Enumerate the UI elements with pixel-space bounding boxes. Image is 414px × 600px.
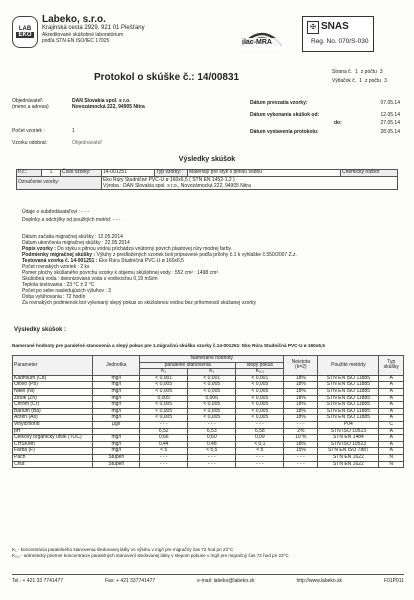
col-measured: Namerané hodnoty (140, 356, 284, 363)
k1b-cell: < 5,5 (188, 448, 236, 455)
k01-cell: - - - (236, 454, 284, 461)
method-cell: STN EN ISO 11885 (318, 402, 379, 409)
ilac-mra-logo (238, 20, 286, 54)
procedure-block (22, 234, 402, 306)
type-cell: A (379, 402, 404, 409)
method-cell: STN EN ISO 7887 (318, 448, 379, 455)
k1-cell: - - - (140, 421, 188, 428)
sample-mark-label: Označenie vzorky: (17, 176, 102, 189)
param-cell: Arzén (As) (13, 415, 93, 422)
copy-total: 3 (384, 78, 387, 84)
k1-cell: < 5 (140, 448, 188, 455)
k1b-cell: < 0,005 (188, 408, 236, 415)
col-parameter: Parameter (13, 356, 93, 376)
uncertainty-cell: 18% (284, 388, 318, 395)
k1-cell: < 0,001 (140, 375, 188, 382)
start-date-line: Dátum začatia migračnej skúšky : 12.05.2014 (22, 234, 123, 240)
method-cell: P04 (318, 421, 379, 428)
footer-fax: Fax: + 421 337741477 (105, 578, 156, 584)
sample-mark (102, 176, 398, 189)
ilac-text: ilac-MRA (242, 39, 272, 46)
sample-row (17, 170, 398, 177)
labeko-logo (12, 16, 38, 48)
proc-line: Teplota testovania : 23 °C ± 2 °C (22, 282, 95, 288)
client-label-sub: (meno a adresa) (12, 104, 49, 110)
method-cell: STN EN 1484 (318, 435, 379, 442)
k1-cell: 6,52 (140, 428, 188, 435)
company-address: Krajinská cesta 2929, 921 01 Piešťany (42, 25, 145, 31)
client-address: Novozámocká 222, 94905 Nitra (72, 104, 145, 110)
unit-cell: mg/l (93, 415, 140, 422)
deviations-line: Doplnky a odchýlky od použitých metód: - - - (22, 217, 121, 223)
method-cell: STN EN ISO 11885 (318, 388, 379, 395)
method-cell: STN EN ISO 11885 (318, 415, 379, 422)
k1-cell: < 0,005 (140, 415, 188, 422)
date-value: 28.05.14 (380, 129, 400, 135)
cond-value: Výluhy z predložených vzoriek boli pripravené podľa prílohy č.1 k vyhláške č.550/2007 Z.z. (96, 252, 297, 258)
k1b-cell: < 0,005 (188, 388, 236, 395)
table-row (13, 461, 404, 468)
note-k01: K₀,₁ - aritmetický priemer koncentrácie paralelných stanovení sledovanej látky v slepom pokuse v mg/l pre migračný čas 72 hod pri 23°C (12, 553, 289, 558)
samples-label: Počet vzoriek : (12, 128, 45, 134)
snas-title: SNAS (321, 21, 349, 32)
snas-reg: Reg. No. 070/S-030 (311, 38, 369, 45)
method-cell: STN EN ISO 11885 (318, 395, 379, 402)
uncertainty-cell: - - - (284, 421, 318, 428)
method-cell: STN ISO 10523 (318, 441, 379, 448)
type-cell: A (379, 441, 404, 448)
type-cell: A (379, 408, 404, 415)
col-parallel: paralelné stanovenia (140, 362, 236, 369)
sample-mark-line1: Eko Rúry Studničné PVC-U ø 160x6,5 ( STN EN 1452-1,2 ) (103, 176, 235, 183)
type-cell: A (379, 375, 404, 382)
date-value: 07.05.14 (380, 100, 400, 106)
uncertainty-cell: 10 % (284, 435, 318, 442)
date-row (250, 129, 400, 137)
page-count-row (332, 69, 404, 75)
k1-cell: < 0,005 (140, 408, 188, 415)
k1b-cell: 0,006 (188, 395, 236, 402)
sample-num-value: 14-001251 (102, 170, 155, 177)
unit-cell: mg/l (93, 435, 140, 442)
uncertainty-cell: 18% (284, 402, 318, 409)
uncertainty-cell: 15% (284, 448, 318, 455)
k1b-cell: 0,48 (188, 441, 236, 448)
note-k1: K₁ - koncentrácia paralelného stanovenia sledovanej látky vo výluhu v mg/l pre migračný čas 72 hod pri 23°C (12, 547, 234, 552)
accreditation-text: Akreditované skúšobné laboratórium (42, 32, 124, 38)
date-value: 12.05.14 (380, 112, 400, 118)
unit-cell: mg/l (93, 395, 140, 402)
param-cell: pH (13, 428, 93, 435)
uncertainty-cell: 18% (284, 415, 318, 422)
copy-count-row (332, 78, 404, 84)
desc-label: Popis vzorky : (22, 246, 56, 252)
k1b-cell: < 0,005 (188, 382, 236, 389)
k01-cell: < 5 (236, 448, 284, 455)
sample-type-label: Typ vzorky: (155, 170, 188, 177)
unit-cell: mg/l (93, 382, 140, 389)
k1b-cell: 0,60 (188, 435, 236, 442)
cond-label: Podmienky migračnej skúšky : (22, 252, 96, 258)
k1-cell: < 0,005 (140, 402, 188, 409)
method-cell: STN EN ISO 11885 (318, 408, 379, 415)
unit-cell: mg/l (93, 408, 140, 415)
k1b-cell: - - - (188, 461, 236, 468)
pc-value: 1 (42, 170, 61, 177)
measured-title: Namerané hodnoty pre paralelné stanovenia a slepý pokus pre 1.migračnú skúšku vzorky č.14-001251: Eko Rúra Studničná PVC-U ø 160x6,5 (12, 343, 325, 348)
k01-cell: < 0,1 (236, 441, 284, 448)
proc-line: Pomer plochy skúšaného povrchu vzorky k objemu skúšobnej vody : 552 cm² : 1498 cm³ (22, 270, 218, 276)
param-cell: Celkový organický uhlík (TOC) (13, 435, 93, 442)
copy-value: 1 (359, 78, 362, 84)
k01-cell: 6,58 (236, 428, 284, 435)
proc-line: Skúšobná voda : deionizovaná voda s vodivosťou 0,19 mS/m (22, 276, 158, 282)
col-k1b: K₁ (188, 369, 236, 376)
col-unit: Jednotka (93, 356, 140, 376)
client-labels (12, 98, 49, 110)
copy-of: z počtu (364, 78, 382, 84)
k1b-cell: < 0,005 (188, 402, 236, 409)
subcontractor-line: Údaje o subdodávateľovi : - - - (22, 209, 90, 215)
type-cell: A (379, 382, 404, 389)
type-cell: A (379, 448, 404, 455)
col-uncertainty: Neistota (k=2) (284, 356, 318, 376)
type-cell: N (379, 461, 404, 468)
k01-cell: < 0,005 (236, 395, 284, 402)
param-cell: Chuť (13, 461, 93, 468)
footer (12, 578, 404, 584)
proc-line: Doba vylúhovania : 72 hodín (22, 294, 86, 300)
sample-num-label: Číslo vzorky: (61, 170, 102, 177)
dates-block (250, 100, 400, 137)
end-date-line: Dátum ukončenia migračnej skúšky : 22.05.2014 (22, 240, 130, 246)
date-row (250, 120, 400, 129)
client-info (72, 98, 145, 110)
k1b-cell: 6,53 (188, 428, 236, 435)
page-info (332, 69, 404, 84)
company-block (42, 14, 222, 44)
tested-label: Testovaná vzorka č. 14-001251 : (22, 258, 98, 264)
param-cell: Chróm (Cr) (13, 402, 93, 409)
footer-code: F01P011 (384, 578, 404, 584)
type-cell: C (379, 421, 404, 428)
type-cell: A (379, 395, 404, 402)
results-body (13, 375, 404, 467)
sample-mark-line2: Výroba : DAN Slovakia spol. s r.o., Novozámocká 222, 94905 Nitra (103, 182, 251, 189)
k01-cell: < 0,005 (236, 388, 284, 395)
results-label: Výsledky skúšok : (14, 327, 67, 333)
sample-info-table (16, 169, 398, 190)
notes-block (12, 547, 404, 559)
date-label: Dátum prevzatia vzorky: (250, 100, 308, 106)
param-cell: Kadmium (Cd) (13, 375, 93, 382)
results-heading: Výsledky skúšok (178, 156, 236, 163)
uncertainty-cell: - - - (284, 454, 318, 461)
client-label: Objednávateľ: (12, 98, 44, 104)
k1-cell: < 0,005 (140, 388, 188, 395)
unit-cell: mg/l (93, 388, 140, 395)
date-label: Dátum vystavenia protokolu: (250, 129, 319, 135)
k01-cell: < 0,005 (236, 415, 284, 422)
type-cell: A (379, 388, 404, 395)
page-value: 1 (355, 69, 358, 75)
param-cell: CHSKMn (13, 441, 93, 448)
type-cell: A (379, 435, 404, 442)
footer-divider (12, 574, 404, 575)
accreditation-standard: podľa STN EN ISO/IEC 17025 (42, 38, 110, 44)
sample-mark-row (17, 176, 398, 189)
sample-info-box (16, 169, 398, 203)
table-row (13, 454, 404, 461)
k1b-cell: < 0,001 (188, 375, 236, 382)
col-k01: K₀,₁ (236, 369, 284, 376)
param-cell: Bárium (Ba) (13, 408, 93, 415)
method-cell: STN EN 1622 (318, 454, 379, 461)
type-cell: A (379, 415, 404, 422)
k01-cell: < 0,005 (236, 402, 284, 409)
param-cell: Pach (13, 454, 93, 461)
k01-cell: < 0,005 (236, 408, 284, 415)
method-cell: STN EN 1622 (318, 461, 379, 468)
date-label: do: (334, 120, 342, 126)
snas-logo (302, 16, 374, 52)
company-name: Labeko, s.r.o. (42, 14, 106, 25)
type-cell: N (379, 454, 404, 461)
page-label: Strana č. (332, 69, 353, 75)
k1-cell: < 0,005 (140, 382, 188, 389)
date-row (250, 100, 400, 112)
copy-label: Výtlačok č. (332, 78, 357, 84)
unit-cell: mg/l (93, 448, 140, 455)
protocol-title: Protokol o skúške č.: 14/00831 (94, 72, 240, 83)
method-cell: STN EN ISO 11885 (318, 382, 379, 389)
footer-email: e-mail: labeko@labeko.sk (197, 578, 255, 584)
k01-cell: < 0,001 (236, 375, 284, 382)
param-cell: Nikel (Ni) (13, 388, 93, 395)
col-method: Použité metódy (318, 356, 379, 376)
param-cell: Vinylchlorid (13, 421, 93, 428)
uncertainty-cell: 18% (284, 375, 318, 382)
k1-cell: 0,44 (140, 441, 188, 448)
k1-cell: 0,005 (140, 395, 188, 402)
col-k1: K₁ (140, 369, 188, 376)
footer-tel: Tel.: + 421 33 7741477 (12, 578, 64, 584)
proc-line: Počet rovnakých vzoriek : 2 ks (22, 264, 90, 270)
uncertainty-cell: - - - (284, 461, 318, 468)
method-cell: STN EN ISO 11885 (318, 375, 379, 382)
k1-cell: 0,66 (140, 435, 188, 442)
date-row (250, 112, 400, 120)
uncertainty-cell: 18% (284, 408, 318, 415)
uncertainty-cell: 18% (284, 441, 318, 448)
col-blank: slepý pokus (236, 362, 284, 369)
date-value: 27.05.14 (380, 120, 400, 126)
footer-web: http://www.labeko.sk (296, 578, 343, 584)
unit-cell: mg/l (93, 441, 140, 448)
k01-cell: < 0,005 (236, 382, 284, 389)
sample-type-value: Materiály pre styk s pitnou vodou (188, 170, 341, 177)
k1b-cell: < 0,005 (188, 415, 236, 422)
proc-line: Počet po sebe nasledujúcich výluhov : 3 (22, 288, 111, 294)
pc-label: P.č.: (17, 170, 42, 177)
sampled-by-label: Vzorku odobral: (12, 140, 48, 146)
k1b-cell: - - - (188, 454, 236, 461)
uncertainty-cell: 18% (284, 395, 318, 402)
param-cell: Olovo (Pb) (13, 382, 93, 389)
unit-cell: Stupeň (93, 461, 140, 468)
unit-cell: Stupeň (93, 454, 140, 461)
k01-cell: 0,09 (236, 435, 284, 442)
unit-cell: mg/l (93, 402, 140, 409)
samples-value: 1 (72, 128, 75, 134)
page-total: 3 (379, 69, 383, 75)
k1-cell: - - - (140, 454, 188, 461)
sampled-by-value: Objednávateľ (72, 140, 102, 146)
client-name: DAN Slovakia spol. s r.o. (72, 98, 131, 104)
analysis-type: Chemický rozbor (341, 170, 398, 177)
k1-cell: - - - (140, 461, 188, 468)
k01-cell: - - - (236, 421, 284, 428)
date-label: Dátum vykonania skúšok od: (250, 112, 320, 118)
k1b-cell: - - - (188, 421, 236, 428)
uncertainty-cell: 18% (284, 382, 318, 389)
page-of: z počtu (360, 69, 377, 75)
logo-line1: LAB (18, 26, 32, 32)
param-cell: Zinok (Zn) (13, 395, 93, 402)
method-cell: STN ISO 10523 (318, 428, 379, 435)
type-cell: A (379, 428, 404, 435)
unit-cell: µg/l (93, 421, 140, 428)
shield-icon: ✠ (307, 21, 319, 34)
unit-cell: mg/l (93, 375, 140, 382)
k01-cell: - - - (236, 461, 284, 468)
param-cell: Farba (F) (13, 448, 93, 455)
proc-line: Za rovnakých podmienok bol vykonaný slepý pokus so skúšobnou vodou bez prítomnosti skúšanej vzorky (22, 300, 257, 306)
desc-value: Do styku s pitnou vodou prichádza vnútorný povrch plastovej rúry modrej farby. (57, 246, 233, 252)
results-table (12, 355, 404, 468)
logo-line2: EKO (18, 32, 32, 38)
uncertainty-cell: 2% (284, 428, 318, 435)
tested-value: Eko Rúra Studničná PVC-U ø 160x6,5 (98, 258, 184, 264)
col-type: Typ skúšky (379, 356, 404, 376)
